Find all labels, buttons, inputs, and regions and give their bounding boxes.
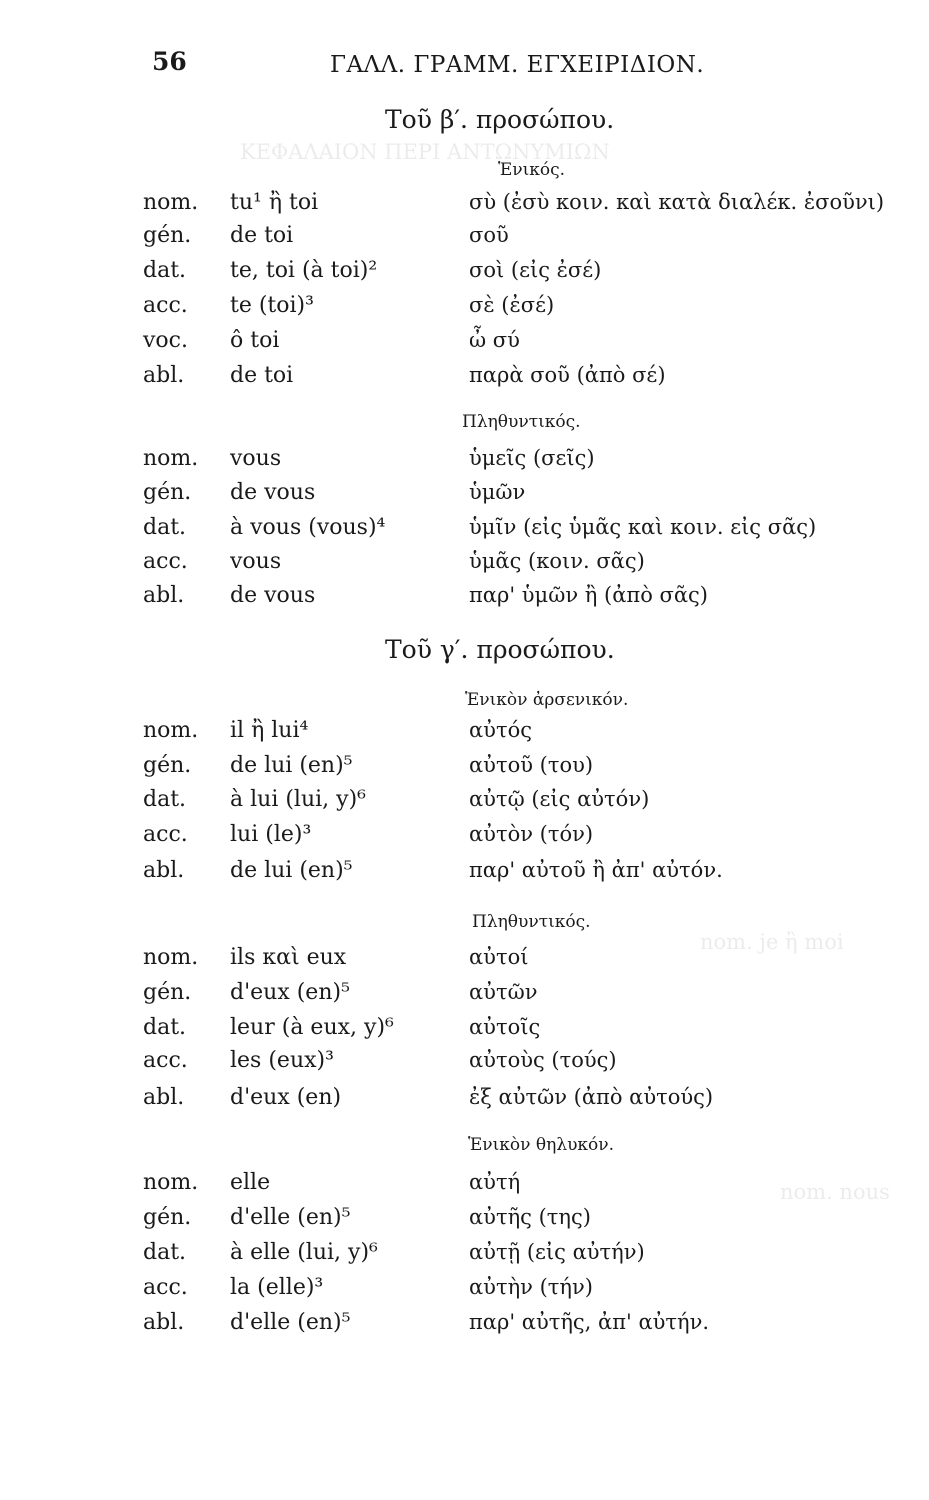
bleed-through-text: nom. nous	[780, 1180, 890, 1204]
case-label: dat.	[143, 515, 187, 540]
greek-form: σὺ (ἐσὺ κοιν. καὶ κατὰ διαλέκ. ἐσοῦνι)	[469, 190, 885, 214]
declension-row	[0, 945, 929, 979]
number-subheading: Πληθυντικός.	[472, 912, 591, 932]
number-subheading: Ἑνικὸν θηλυκόν.	[468, 1135, 615, 1155]
french-form: la (elle)³	[230, 1275, 324, 1300]
greek-form: ὑμῶν	[469, 480, 526, 504]
running-title: ΓΑΛΛ. ΓΡΑΜΜ. ΕΓΧΕΙΡΙΔΙΟΝ.	[330, 52, 705, 78]
case-label: nom.	[143, 190, 199, 215]
case-label: abl.	[143, 583, 185, 608]
case-label: acc.	[143, 549, 188, 574]
case-label: nom.	[143, 1170, 199, 1195]
french-form: leur (à eux, y)⁶	[230, 1015, 394, 1040]
french-form: vous	[230, 446, 282, 471]
french-form: de vous	[230, 583, 316, 608]
declension-row	[0, 363, 929, 397]
french-form: de toi	[230, 223, 294, 248]
greek-form: παρ' αὐτῆς, ἀπ' αὐτήν.	[469, 1310, 710, 1334]
case-label: voc.	[143, 328, 188, 353]
bleed-through-text: ΚΕΦΑΛΑΙΟΝ ΠΕΡΙ ΑΝΤΩΝΥΜΙΩΝ	[240, 140, 610, 164]
french-form: te, toi (à toi)²	[230, 258, 378, 283]
greek-form: αὐτή	[469, 1170, 521, 1194]
greek-form: αὐτοῦ (του)	[469, 753, 594, 777]
french-form: tu¹ ἢ toi	[230, 190, 319, 215]
case-label: abl.	[143, 1085, 185, 1110]
section-heading: Τοῦ γ′. προσώπου.	[385, 635, 615, 664]
greek-form: παρ' αὐτοῦ ἢ ἀπ' αὐτόν.	[469, 858, 723, 882]
greek-form: αὐτῇ (εἰς αὐτήν)	[469, 1240, 645, 1264]
case-label: acc.	[143, 293, 188, 318]
case-label: gén.	[143, 480, 192, 505]
french-form: d'eux (en)⁵	[230, 980, 350, 1005]
declension-row	[0, 980, 929, 1014]
declension-row	[0, 1240, 929, 1274]
declension-row	[0, 1170, 929, 1204]
case-label: gén.	[143, 223, 192, 248]
case-label: nom.	[143, 446, 199, 471]
french-form: lui (le)³	[230, 822, 312, 847]
french-form: d'elle (en)⁵	[230, 1310, 351, 1335]
french-form: d'eux (en)	[230, 1085, 342, 1110]
french-form: de lui (en)⁵	[230, 753, 353, 778]
greek-form: σοὶ (εἰς ἐσέ)	[469, 258, 602, 282]
declension-row	[0, 480, 929, 514]
french-form: de vous	[230, 480, 316, 505]
declension-row	[0, 446, 929, 480]
greek-form: παρὰ σοῦ (ἀπὸ σέ)	[469, 363, 666, 387]
french-form: te (toi)³	[230, 293, 314, 318]
greek-form: σὲ (ἐσέ)	[469, 293, 555, 317]
case-label: nom.	[143, 718, 199, 743]
declension-row	[0, 1205, 929, 1239]
greek-form: ὦ σύ	[469, 328, 520, 352]
greek-form: αὐτοί	[469, 945, 529, 969]
case-label: gén.	[143, 980, 192, 1005]
case-label: dat.	[143, 1015, 187, 1040]
declension-row	[0, 1275, 929, 1309]
declension-row	[0, 1310, 929, 1344]
case-label: abl.	[143, 858, 185, 883]
greek-form: αὐτός	[469, 718, 532, 742]
declension-row	[0, 515, 929, 549]
declension-row	[0, 753, 929, 787]
greek-form: αὐτὸν (τόν)	[469, 822, 594, 846]
french-form: à vous (vous)⁴	[230, 515, 386, 540]
declension-row	[0, 787, 929, 821]
case-label: acc.	[143, 1048, 188, 1073]
case-label: acc.	[143, 1275, 188, 1300]
declension-row	[0, 1085, 929, 1119]
case-label: acc.	[143, 822, 188, 847]
greek-form: ὑμᾶς (κοιν. σᾶς)	[469, 549, 645, 573]
greek-form: σοῦ	[469, 223, 509, 247]
french-form: ils καὶ eux	[230, 945, 347, 970]
declension-row	[0, 1015, 929, 1049]
french-form: d'elle (en)⁵	[230, 1205, 351, 1230]
greek-form: αὐτοὺς (τούς)	[469, 1048, 617, 1072]
greek-form: ὑμεῖς (σεῖς)	[469, 446, 595, 470]
greek-form: αὐτῷ (εἰς αὐτόν)	[469, 787, 650, 811]
french-form: de toi	[230, 363, 294, 388]
declension-row	[0, 858, 929, 892]
declension-row	[0, 293, 929, 327]
case-label: dat.	[143, 787, 187, 812]
greek-form: παρ' ὑμῶν ἢ (ἀπὸ σᾶς)	[469, 583, 708, 607]
case-label: dat.	[143, 258, 187, 283]
declension-row	[0, 822, 929, 856]
declension-row	[0, 583, 929, 617]
greek-form: αὐτὴν (τήν)	[469, 1275, 593, 1299]
declension-row	[0, 718, 929, 752]
french-form: de lui (en)⁵	[230, 858, 353, 883]
declension-row	[0, 190, 929, 224]
bleed-through-text: nom. je ἢ moi	[700, 930, 844, 954]
greek-form: ὑμῖν (εἰς ὑμᾶς καὶ κοιν. εἰς σᾶς)	[469, 515, 817, 539]
french-form: à lui (lui, y)⁶	[230, 787, 366, 812]
declension-row	[0, 258, 929, 292]
declension-row	[0, 328, 929, 362]
french-form: ô toi	[230, 328, 280, 353]
case-label: dat.	[143, 1240, 187, 1265]
case-label: abl.	[143, 363, 185, 388]
case-label: gén.	[143, 753, 192, 778]
french-form: vous	[230, 549, 282, 574]
greek-form: αὐτῶν	[469, 980, 538, 1004]
french-form: elle	[230, 1170, 271, 1195]
number-subheading: Πληθυντικός.	[462, 412, 581, 432]
number-subheading: Ἑνικός.	[498, 160, 566, 180]
case-label: nom.	[143, 945, 199, 970]
french-form: à elle (lui, y)⁶	[230, 1240, 378, 1265]
section-heading: Τοῦ β′. προσώπου.	[385, 105, 615, 134]
declension-row	[0, 1048, 929, 1082]
french-form: il ἢ lui⁴	[230, 718, 309, 743]
declension-row	[0, 549, 929, 583]
page-number: 56	[152, 47, 187, 76]
case-label: abl.	[143, 1310, 185, 1335]
greek-form: αὐτῆς (της)	[469, 1205, 591, 1229]
number-subheading: Ἑνικὸν ἀρσενικόν.	[465, 690, 629, 710]
case-label: gén.	[143, 1205, 192, 1230]
greek-form: ἐξ αὐτῶν (ἀπὸ αὐτούς)	[469, 1085, 714, 1109]
greek-form: αὐτοῖς	[469, 1015, 541, 1039]
french-form: les (eux)³	[230, 1048, 334, 1073]
declension-row	[0, 223, 929, 257]
